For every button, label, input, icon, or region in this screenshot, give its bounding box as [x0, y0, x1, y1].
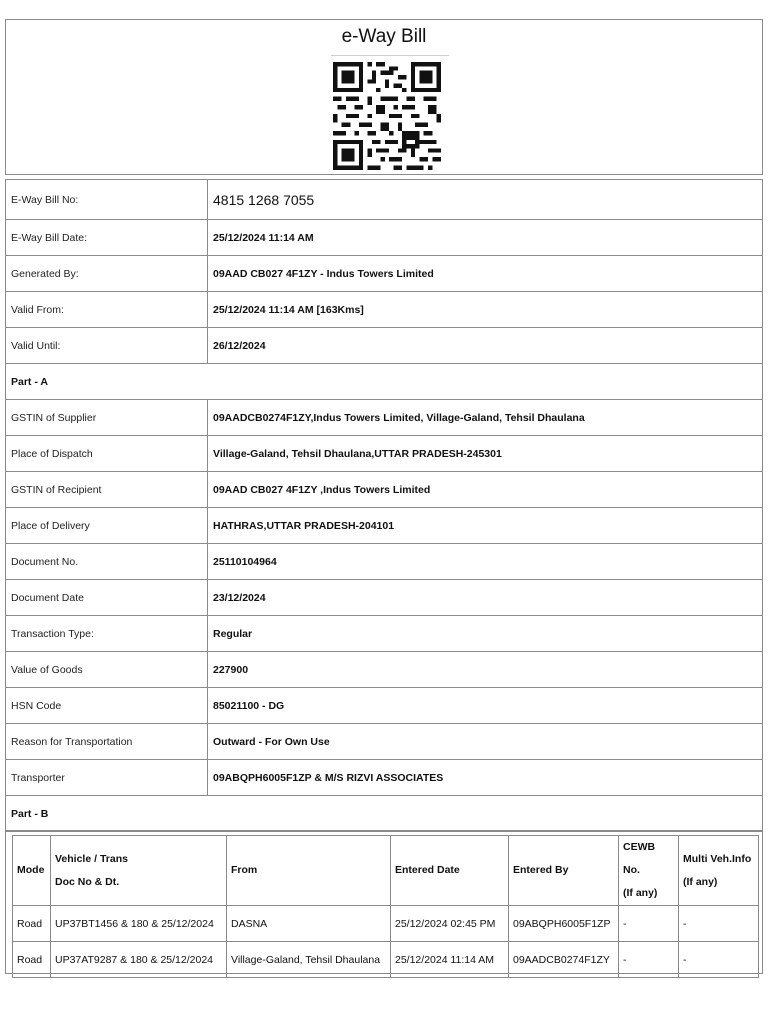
part-a-row	[6, 688, 763, 724]
qr-code-icon	[333, 62, 441, 170]
part-a-row	[6, 760, 763, 796]
detail-row	[6, 256, 763, 292]
part-a-value: Village-Galand, Tehsil Dhaulana,UTTAR PRADESH-245301	[208, 436, 763, 472]
part-a-label: Place of Dispatch	[6, 436, 208, 472]
detail-row	[6, 180, 763, 220]
cell-multi-veh: -	[679, 942, 759, 978]
part-a-value: 85021100 - DG	[208, 688, 763, 724]
part-a-row	[6, 436, 763, 472]
header-box	[5, 19, 763, 175]
detail-label: E-Way Bill Date:	[6, 220, 208, 256]
part-b-heading: Part - B	[6, 796, 763, 832]
part-a-value: 09ABQPH6005F1ZP & M/S RIZVI ASSOCIATES	[208, 760, 763, 796]
section-heading-row	[6, 796, 763, 832]
part-a-row	[6, 472, 763, 508]
col-header-cewb-line2: (If any)	[623, 887, 658, 899]
part-a-label: Reason for Transportation	[6, 724, 208, 760]
detail-label: Valid From:	[6, 292, 208, 328]
detail-row	[6, 220, 763, 256]
part-a-row	[6, 580, 763, 616]
part-a-row	[6, 616, 763, 652]
page-title: e-Way Bill	[341, 26, 427, 47]
part-a-label: Place of Delivery	[6, 508, 208, 544]
part-a-label: Document No.	[6, 544, 208, 580]
part-a-label: GSTIN of Supplier	[6, 400, 208, 436]
part-a-label: Transaction Type:	[6, 616, 208, 652]
part-a-value: 09AADCB0274F1ZY,Indus Towers Limited, Village-Galand, Tehsil Dhaulana	[208, 400, 763, 436]
col-header-multi-line1: Multi Veh.Info	[683, 852, 752, 865]
part-a-value: HATHRAS,UTTAR PRADESH-204101	[208, 508, 763, 544]
part-a-value: 25110104964	[208, 544, 763, 580]
part-b-box	[5, 830, 763, 974]
part-a-heading: Part - A	[6, 364, 763, 400]
part-a-label: GSTIN of Recipient	[6, 472, 208, 508]
detail-value: 25/12/2024 11:14 AM	[208, 220, 763, 256]
part-a-row	[6, 400, 763, 436]
col-header-multi-line2: (If any)	[683, 875, 718, 888]
col-header-cewb-line1: CEWB No.	[623, 841, 656, 876]
cell-vehicle: UP37AT9287 & 180 & 25/12/2024	[51, 942, 227, 978]
cell-from: Village-Galand, Tehsil Dhaulana	[227, 942, 391, 978]
col-header-from: From	[227, 836, 391, 906]
vehicle-table-header-row	[13, 836, 759, 906]
part-a-label: Value of Goods	[6, 652, 208, 688]
cell-mode: Road	[13, 906, 51, 942]
detail-value: 25/12/2024 11:14 AM [163Kms]	[208, 292, 763, 328]
cell-entered-by: 09AADCB0274F1ZY	[509, 942, 619, 978]
part-a-value: Outward - For Own Use	[208, 724, 763, 760]
cell-entered-date: 25/12/2024 11:14 AM	[391, 942, 509, 978]
col-header-entered-date: Entered Date	[391, 836, 509, 906]
title-divider	[331, 55, 449, 56]
part-a-row	[6, 724, 763, 760]
cell-cewb: -	[619, 942, 679, 978]
table-row	[13, 942, 759, 978]
part-a-value: 227900	[208, 652, 763, 688]
part-a-row	[6, 508, 763, 544]
section-heading-row	[6, 364, 763, 400]
cell-entered-date: 25/12/2024 02:45 PM	[391, 906, 509, 942]
detail-row	[6, 292, 763, 328]
cell-vehicle: UP37BT1456 & 180 & 25/12/2024	[51, 906, 227, 942]
col-header-vehicle	[51, 836, 227, 906]
detail-row	[6, 328, 763, 364]
part-a-label: Document Date	[6, 580, 208, 616]
part-a-row	[6, 544, 763, 580]
detail-label: E-Way Bill No:	[6, 180, 208, 220]
col-header-multi-veh	[679, 836, 759, 906]
eway-bill-details-table	[5, 179, 763, 832]
cell-mode: Road	[13, 942, 51, 978]
col-header-mode: Mode	[13, 836, 51, 906]
part-a-label: HSN Code	[6, 688, 208, 724]
eway-bill-number: 4815 1268 7055	[208, 180, 763, 220]
detail-label: Generated By:	[6, 256, 208, 292]
part-a-value: 23/12/2024	[208, 580, 763, 616]
part-a-value: Regular	[208, 616, 763, 652]
part-a-row	[6, 652, 763, 688]
vehicle-details-table	[12, 835, 759, 978]
cell-multi-veh: -	[679, 906, 759, 942]
col-header-entered-by: Entered By	[509, 836, 619, 906]
detail-value: 26/12/2024	[208, 328, 763, 364]
detail-label: Valid Until:	[6, 328, 208, 364]
cell-from: DASNA	[227, 906, 391, 942]
detail-value: 09AAD CB027 4F1ZY - Indus Towers Limited	[208, 256, 763, 292]
part-a-label: Transporter	[6, 760, 208, 796]
table-row	[13, 906, 759, 942]
col-header-vehicle-line2: Doc No & Dt.	[55, 875, 120, 888]
cell-entered-by: 09ABQPH6005F1ZP	[509, 906, 619, 942]
cell-cewb: -	[619, 906, 679, 942]
col-header-cewb	[619, 836, 679, 906]
part-a-value: 09AAD CB027 4F1ZY ,Indus Towers Limited	[208, 472, 763, 508]
col-header-vehicle-line1: Vehicle / Trans	[55, 852, 128, 865]
